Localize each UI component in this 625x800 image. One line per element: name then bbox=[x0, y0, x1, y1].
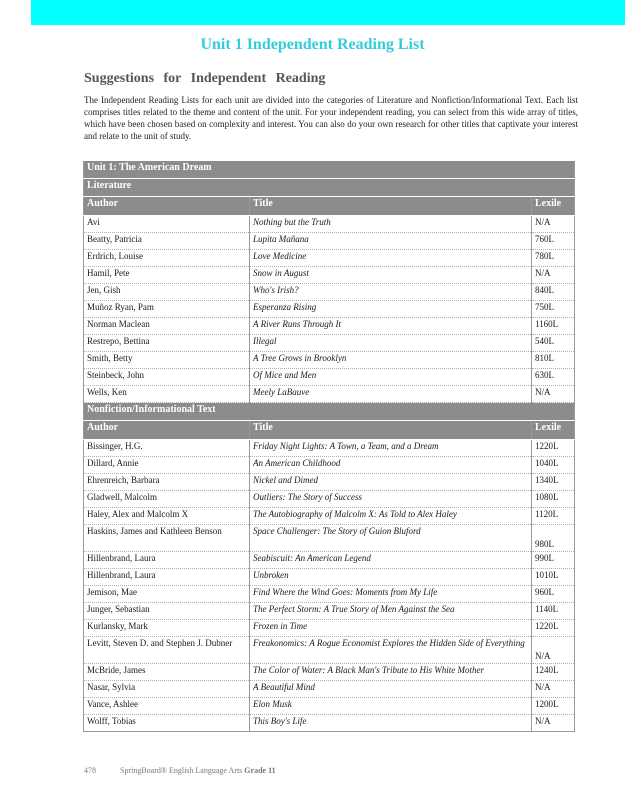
author-cell: Levitt, Steven D. and Stephen J. Dubner bbox=[84, 637, 250, 664]
table-row bbox=[84, 474, 575, 491]
author-cell: Muñoz Ryan, Pam bbox=[84, 301, 250, 318]
table-row bbox=[84, 284, 575, 301]
table-row bbox=[84, 508, 575, 525]
lexile-column-header: Lexile bbox=[532, 421, 575, 440]
title-cell: Lupita Mañana bbox=[250, 233, 532, 250]
literature-section-label: Literature bbox=[84, 179, 575, 197]
grade-label: Grade 11 bbox=[244, 766, 276, 775]
lexile-cell: 1340L bbox=[532, 474, 575, 491]
table-row bbox=[84, 233, 575, 250]
title-cell: A Tree Grows in Brooklyn bbox=[250, 352, 532, 369]
table-row bbox=[84, 301, 575, 318]
author-cell: Gladwell, Malcolm bbox=[84, 491, 250, 508]
title-cell: A River Runs Through It bbox=[250, 318, 532, 335]
author-cell: Jen, Gish bbox=[84, 284, 250, 301]
lexile-cell: 780L bbox=[532, 250, 575, 267]
author-cell: Haskins, James and Kathleen Benson bbox=[84, 525, 250, 552]
title-cell: Of Mice and Men bbox=[250, 369, 532, 386]
page-number: 478 bbox=[84, 766, 96, 775]
lexile-cell: 840L bbox=[532, 284, 575, 301]
lexile-cell: 1200L bbox=[532, 698, 575, 715]
lexile-cell: 990L bbox=[532, 552, 575, 569]
table-row bbox=[84, 457, 575, 474]
author-cell: Haley, Alex and Malcolm X bbox=[84, 508, 250, 525]
title-column-header: Title bbox=[250, 421, 532, 440]
lexile-cell: 980L bbox=[532, 525, 575, 552]
nonfiction-section-label: Nonfiction/Informational Text bbox=[84, 403, 575, 421]
author-cell: Restrepo, Bettina bbox=[84, 335, 250, 352]
table-row bbox=[84, 586, 575, 603]
page-footer bbox=[84, 766, 276, 775]
lexile-cell: 1080L bbox=[532, 491, 575, 508]
title-cell: The Perfect Storm: A True Story of Men Against the Sea bbox=[250, 603, 532, 620]
table-row bbox=[84, 216, 575, 233]
table-row bbox=[84, 440, 575, 457]
lexile-cell: 810L bbox=[532, 352, 575, 369]
title-cell: Nothing but the Truth bbox=[250, 216, 532, 233]
publication-name: SpringBoard® English Language Arts bbox=[120, 766, 243, 775]
author-cell: Steinbeck, John bbox=[84, 369, 250, 386]
table-row bbox=[84, 698, 575, 715]
title-cell: Space Challenger: The Story of Guion Bluford bbox=[250, 525, 532, 552]
title-cell: Friday Night Lights: A Town, a Team, and a Dream bbox=[250, 440, 532, 457]
section-heading: Suggestions for Independent Reading bbox=[84, 71, 326, 86]
author-cell: Norman Maclean bbox=[84, 318, 250, 335]
author-cell: Avi bbox=[84, 216, 250, 233]
page-title: Unit 1 Independent Reading List bbox=[200, 36, 425, 53]
lexile-column-header: Lexile bbox=[532, 197, 575, 216]
author-cell: Hillenbrand, Laura bbox=[84, 552, 250, 569]
lexile-cell: 1160L bbox=[532, 318, 575, 335]
reading-list-table bbox=[83, 161, 575, 732]
title-column-header: Title bbox=[250, 197, 532, 216]
title-cell: Frozen in Time bbox=[250, 620, 532, 637]
author-column-header: Author bbox=[84, 421, 250, 440]
author-cell: Ehrenreich, Barbara bbox=[84, 474, 250, 491]
table-row bbox=[84, 318, 575, 335]
table-row bbox=[84, 552, 575, 569]
lexile-cell: 960L bbox=[532, 586, 575, 603]
title-cell: Freakonomics: A Rogue Economist Explores the Hidden Side of Everything bbox=[250, 637, 532, 664]
top-accent-band bbox=[31, 0, 625, 25]
table-row bbox=[84, 715, 575, 732]
title-cell: Who's Irish? bbox=[250, 284, 532, 301]
lexile-cell: 760L bbox=[532, 233, 575, 250]
title-cell: The Color of Water: A Black Man's Tribute to His White Mother bbox=[250, 664, 532, 681]
author-cell: Nasar, Sylvia bbox=[84, 681, 250, 698]
lexile-cell: N/A bbox=[532, 386, 575, 403]
lexile-cell: 1220L bbox=[532, 440, 575, 457]
table-row bbox=[84, 335, 575, 352]
title-cell: Esperanza Rising bbox=[250, 301, 532, 318]
title-cell: Outliers: The Story of Success bbox=[250, 491, 532, 508]
title-cell: Meely LaBauve bbox=[250, 386, 532, 403]
lexile-cell: 1040L bbox=[532, 457, 575, 474]
title-cell: Nickel and Dimed bbox=[250, 474, 532, 491]
author-cell: Beatty, Patricia bbox=[84, 233, 250, 250]
lexile-cell: 1220L bbox=[532, 620, 575, 637]
title-cell: Snow in August bbox=[250, 267, 532, 284]
lexile-cell: 630L bbox=[532, 369, 575, 386]
title-cell: Illegal bbox=[250, 335, 532, 352]
title-cell: Seabiscuit: An American Legend bbox=[250, 552, 532, 569]
lexile-cell: 540L bbox=[532, 335, 575, 352]
lexile-cell: N/A bbox=[532, 681, 575, 698]
table-row bbox=[84, 267, 575, 284]
title-cell: Love Medicine bbox=[250, 250, 532, 267]
table-row bbox=[84, 569, 575, 586]
lexile-cell: N/A bbox=[532, 715, 575, 732]
author-column-header: Author bbox=[84, 197, 250, 216]
title-cell: This Boy's Life bbox=[250, 715, 532, 732]
lexile-cell: 750L bbox=[532, 301, 575, 318]
unit-title: Unit 1: The American Dream bbox=[84, 161, 575, 179]
table-row bbox=[84, 352, 575, 369]
table-row bbox=[84, 369, 575, 386]
table-row bbox=[84, 637, 575, 664]
lexile-cell: N/A bbox=[532, 267, 575, 284]
author-cell: Hamil, Pete bbox=[84, 267, 250, 284]
lexile-cell: 1010L bbox=[532, 569, 575, 586]
author-cell: Smith, Betty bbox=[84, 352, 250, 369]
author-cell: Kurlansky, Mark bbox=[84, 620, 250, 637]
author-cell: Vance, Ashlee bbox=[84, 698, 250, 715]
author-cell: Bissinger, H.G. bbox=[84, 440, 250, 457]
author-cell: Wells, Ken bbox=[84, 386, 250, 403]
author-cell: Jemison, Mae bbox=[84, 586, 250, 603]
table-row bbox=[84, 525, 575, 552]
title-cell: A Beautiful Mind bbox=[250, 681, 532, 698]
author-cell: Junger, Sebastian bbox=[84, 603, 250, 620]
lexile-cell: N/A bbox=[532, 216, 575, 233]
table-row bbox=[84, 491, 575, 508]
title-cell: An American Childhood bbox=[250, 457, 532, 474]
lexile-cell: 1120L bbox=[532, 508, 575, 525]
title-cell: Unbroken bbox=[250, 569, 532, 586]
author-cell: Erdrich, Louise bbox=[84, 250, 250, 267]
title-cell: The Autobiography of Malcolm X: As Told to Alex Haley bbox=[250, 508, 532, 525]
table-row bbox=[84, 250, 575, 267]
lexile-cell: N/A bbox=[532, 637, 575, 664]
author-cell: McBride, James bbox=[84, 664, 250, 681]
lexile-cell: 1240L bbox=[532, 664, 575, 681]
author-cell: Wolff, Tobias bbox=[84, 715, 250, 732]
title-cell: Find Where the Wind Goes: Moments from My Life bbox=[250, 586, 532, 603]
lexile-cell: 1140L bbox=[532, 603, 575, 620]
table-row bbox=[84, 664, 575, 681]
author-cell: Dillard, Annie bbox=[84, 457, 250, 474]
table-row bbox=[84, 620, 575, 637]
intro-paragraph: The Independent Reading Lists for each unit are divided into the categories of Literature and Nonfiction/Informational Text. Each list comprises titles related to the theme and content of the unit. For your independent reading, you can select from this wide array of titles, which have been chosen based on complexity and interest. You can also do your own research for other titles that captivate your interest and relate to the unit of study. bbox=[84, 95, 578, 141]
title-cell: Elon Musk bbox=[250, 698, 532, 715]
author-cell: Hillenbrand, Laura bbox=[84, 569, 250, 586]
table-row bbox=[84, 386, 575, 403]
table-row bbox=[84, 603, 575, 620]
table-row bbox=[84, 681, 575, 698]
